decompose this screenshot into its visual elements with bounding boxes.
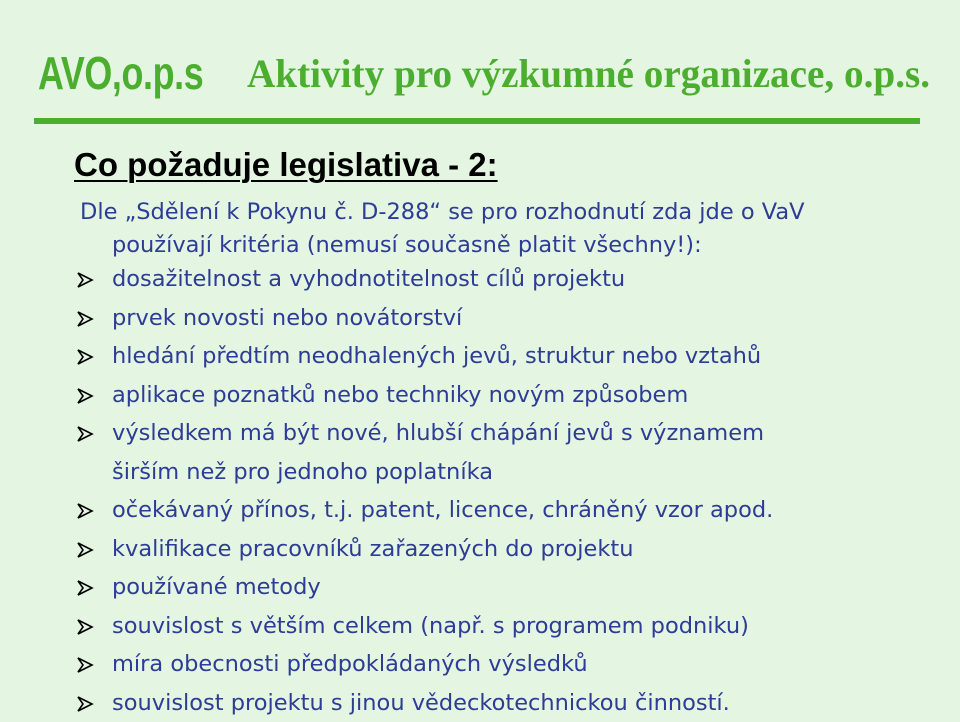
organization-name: Aktivity pro výzkumné organizace, o.p.s. — [247, 48, 930, 100]
slide-header — [0, 0, 960, 130]
criteria-item — [72, 337, 942, 376]
criteria-label: míra obecnosti předpokládaných výsledků — [112, 645, 942, 684]
arrow-bullet-icon — [76, 272, 94, 288]
criteria-label: hledání předtím neodhalených jevů, struktur nebo vztahů — [112, 337, 942, 376]
intro-line-1: Dle „Sdělení k Pokynu č. D-288“ se pro rozhodnutí zda jde o VaV — [80, 196, 920, 229]
arrow-bullet-icon — [76, 503, 94, 519]
arrow-bullet-icon — [76, 311, 94, 327]
arrow-bullet-icon — [76, 349, 94, 365]
criteria-item — [72, 491, 942, 530]
criteria-item — [72, 376, 942, 415]
arrow-bullet-icon — [76, 426, 94, 442]
criteria-label-continuation: širším než pro jednoho poplatníka — [112, 453, 942, 492]
arrow-bullet-icon — [76, 542, 94, 558]
intro-line-2: používají kritéria (nemusí současně platit všechny!): — [80, 229, 920, 262]
criteria-item — [72, 607, 942, 646]
criteria-label: dosažitelnost a vyhodnotitelnost cílů projektu — [112, 260, 942, 299]
criteria-label: používané metody — [112, 568, 942, 607]
criteria-item-continuation — [72, 453, 942, 492]
slide-title: Co požaduje legislativa - 2: — [74, 143, 498, 187]
criteria-item — [72, 645, 942, 684]
criteria-item — [72, 530, 942, 569]
criteria-item — [72, 568, 942, 607]
criteria-label: aplikace poznatků nebo techniky novým způsobem — [112, 376, 942, 415]
header-divider — [34, 118, 920, 124]
criteria-label: souvislost s větším celkem (např. s programem podniku) — [112, 607, 942, 646]
organization-logo: AVO,o.p.s — [38, 46, 203, 100]
criteria-label: očekávaný přínos, t.j. patent, licence, chráněný vzor apod. — [112, 491, 942, 530]
arrow-bullet-icon — [76, 657, 94, 673]
criteria-label: výsledkem má být nové, hlubší chápání jevů s významem — [112, 414, 942, 453]
criteria-item — [72, 260, 942, 299]
intro-text — [80, 196, 920, 262]
arrow-bullet-icon — [76, 580, 94, 596]
arrow-bullet-icon — [76, 696, 94, 712]
arrow-bullet-icon — [76, 619, 94, 635]
criteria-label: kvalifikace pracovníků zařazených do projektu — [112, 530, 942, 569]
criteria-label: souvislost projektu s jinou vědeckotechnickou činností. — [112, 684, 942, 722]
criteria-list — [72, 260, 942, 722]
criteria-label: prvek novosti nebo novátorství — [112, 299, 942, 338]
criteria-item — [72, 684, 942, 722]
arrow-bullet-icon — [76, 388, 94, 404]
criteria-item — [72, 414, 942, 453]
criteria-item — [72, 299, 942, 338]
